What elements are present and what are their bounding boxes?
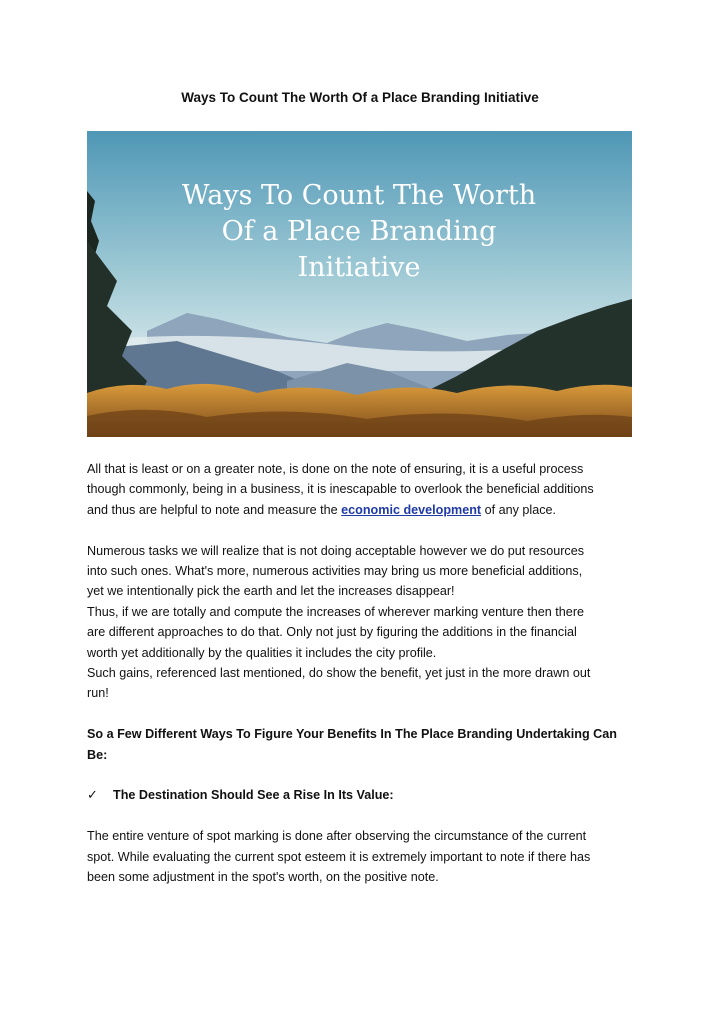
document-title: Ways To Count The Worth Of a Place Branding Initiative <box>181 90 539 105</box>
paragraph-2-line-3: yet we intentionally pick the earth and let the increases disappear! <box>87 584 455 599</box>
bullet-item <box>87 785 635 805</box>
checkmark-icon: ✓ <box>87 787 98 803</box>
paragraph-2-line-7: Such gains, referenced last mentioned, do show the benefit, yet just in the more drawn out <box>87 666 591 681</box>
paragraph-1-line-1: All that is least or on a greater note, is done on the note of ensuring, it is a useful process <box>87 462 584 476</box>
hero-image <box>87 131 632 437</box>
paragraph-2-line-4: Thus, if we are totally and compute the increases of wherever marking venture then there <box>87 604 585 619</box>
economic-development-link[interactable]: economic development <box>341 502 482 517</box>
document-body <box>87 459 635 887</box>
paragraph-1-line-2: though commonly, being in a business, it is inescapable to overlook the beneficial additions <box>87 482 594 497</box>
paragraph-3-line-3: been some adjustment in the spot's worth, on the positive note. <box>87 870 439 885</box>
bullet-label: The Destination Should See a Rise In Its Value: <box>113 788 394 803</box>
paragraph-3-line-1: The entire venture of spot marking is done after observing the circumstance of the current <box>87 829 587 844</box>
paragraph-1-line-3 <box>87 500 635 520</box>
hero-title-line2: Of a Place Branding <box>221 216 497 247</box>
section-heading-line-2: Be: <box>87 747 108 762</box>
paragraph-1-text-before-link: and thus are helpful to note and measure the <box>87 502 342 517</box>
paragraph-2-line-5: are different approaches to do that. Only not just by figuring the additions in the financial <box>87 625 577 640</box>
paragraph-2-line-6: worth yet additionally by the qualities it includes the city profile. <box>87 645 437 660</box>
section-heading-line-1: So a Few Different Ways To Figure Your Benefits In The Place Branding Undertaking Can <box>87 727 617 742</box>
paragraph-3-line-2: spot. While evaluating the current spot esteem it is extremely important to note if there has <box>87 849 591 864</box>
paragraph-2-line-2: into such ones. What's more, numerous activities may bring us more beneficial additions, <box>87 564 583 579</box>
hero-title-line3: Initiative <box>297 252 421 283</box>
hero-title-line1: Ways To Count The Worth <box>181 180 537 211</box>
paragraph-1-text-after-link: of any place. <box>481 502 557 517</box>
paragraph-2-line-8: run! <box>87 686 109 701</box>
paragraph-2-line-1: Numerous tasks we will realize that is not doing acceptable however we do put resources <box>87 543 585 558</box>
